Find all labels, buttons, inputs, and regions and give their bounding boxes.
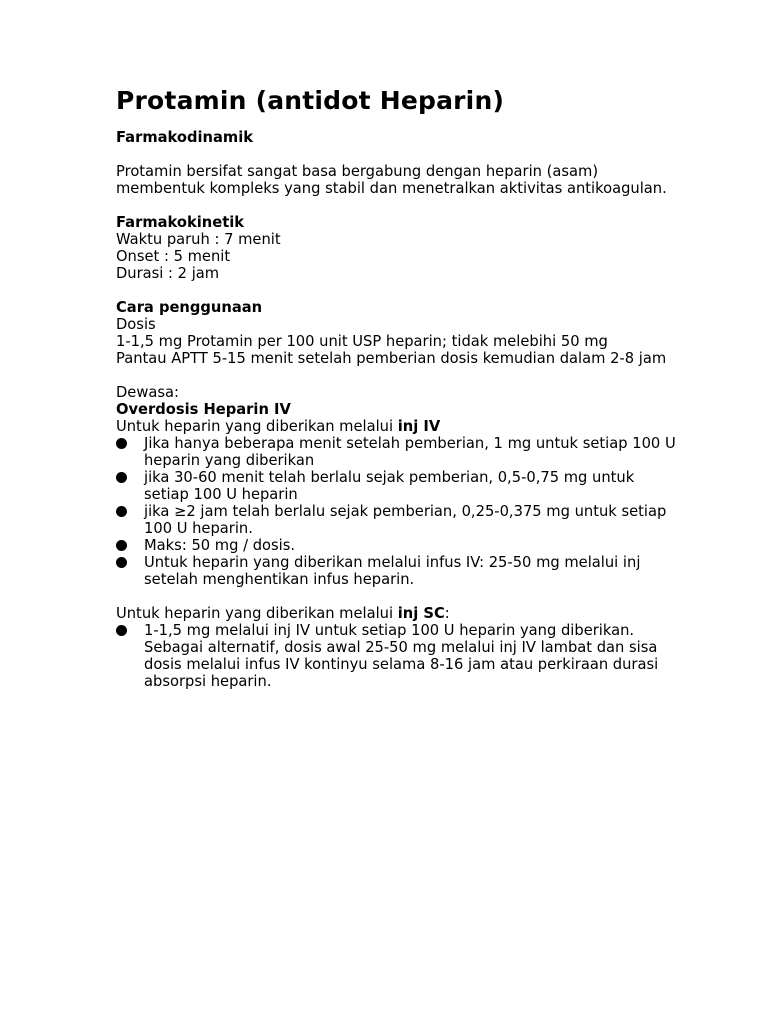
document-body — [116, 129, 676, 690]
page-title: Protamin (antidot Heparin) — [116, 86, 505, 115]
list-item — [116, 537, 676, 554]
bullet-icon — [116, 625, 127, 636]
section-heading-farmakodinamik: Farmakodinamik — [116, 129, 254, 146]
sc-intro-suffix: : — [444, 605, 450, 622]
list-item-text: Untuk heparin yang diberikan melalui infus IV: 25-50 mg melalui inj setelah menghentikan infus heparin. — [144, 554, 641, 588]
farmakokinetik-line: Durasi : 2 jam — [116, 265, 220, 282]
list-item-text: 1-1,5 mg melalui inj IV untuk setiap 100 U heparin yang diberikan. Sebagai alternatif, dosis awal 25-50 mg melalui inj IV lambat dan sisa dosis melalui infus IV kontinyu selama 8-16 jam atau perkiraan durasi absorpsi heparin. — [144, 622, 659, 690]
cara-line: Pantau APTT 5-15 menit setelah pemberian dosis kemudian dalam 2-8 jam — [116, 350, 667, 367]
list-item — [116, 469, 676, 503]
list-item-text: Maks: 50 mg / dosis. — [144, 537, 296, 554]
list-item-text: jika ≥2 jam telah berlalu sejak pemberian, 0,25-0,375 mg untuk setiap 100 U heparin. — [144, 503, 667, 537]
section-heading-farmakokinetik: Farmakokinetik — [116, 214, 245, 231]
cara-line: Dosis — [116, 316, 156, 333]
sc-intro-text: Untuk heparin yang diberikan melalui — [116, 605, 398, 622]
iv-intro-text: Untuk heparin yang diberikan melalui — [116, 418, 398, 435]
sc-list — [116, 622, 676, 690]
list-item — [116, 554, 676, 588]
list-item-text: jika 30-60 menit telah berlalu sejak pemberian, 0,5-0,75 mg untuk setiap 100 U heparin — [144, 469, 635, 503]
iv-list — [116, 435, 676, 588]
farmakodinamik-text: Protamin bersifat sangat basa bergabung dengan heparin (asam) membentuk kompleks yang stabil dan menetralkan aktivitas antikoagulan. — [116, 163, 667, 197]
sc-intro-bold: inj SC — [397, 605, 445, 622]
section-heading-overdosis: Overdosis Heparin IV — [116, 401, 291, 418]
dewasa-label: Dewasa: — [116, 384, 179, 401]
iv-intro-bold: inj IV — [397, 418, 441, 435]
list-item — [116, 435, 676, 469]
bullet-icon — [116, 506, 127, 517]
farmakokinetik-line: Waktu paruh : 7 menit — [116, 231, 281, 248]
list-item — [116, 503, 676, 537]
farmakokinetik-line: Onset : 5 menit — [116, 248, 231, 265]
bullet-icon — [116, 557, 127, 568]
section-heading-cara-penggunaan: Cara penggunaan — [116, 299, 263, 316]
list-item — [116, 622, 676, 690]
cara-line: 1-1,5 mg Protamin per 100 unit USP heparin; tidak melebihi 50 mg — [116, 333, 608, 350]
iv-intro — [116, 418, 676, 435]
bullet-icon — [116, 472, 127, 483]
bullet-icon — [116, 438, 127, 449]
list-item-text: Jika hanya beberapa menit setelah pemberian, 1 mg untuk setiap 100 U heparin yang diberikan — [144, 435, 676, 469]
bullet-icon — [116, 540, 127, 551]
sc-intro — [116, 605, 676, 622]
